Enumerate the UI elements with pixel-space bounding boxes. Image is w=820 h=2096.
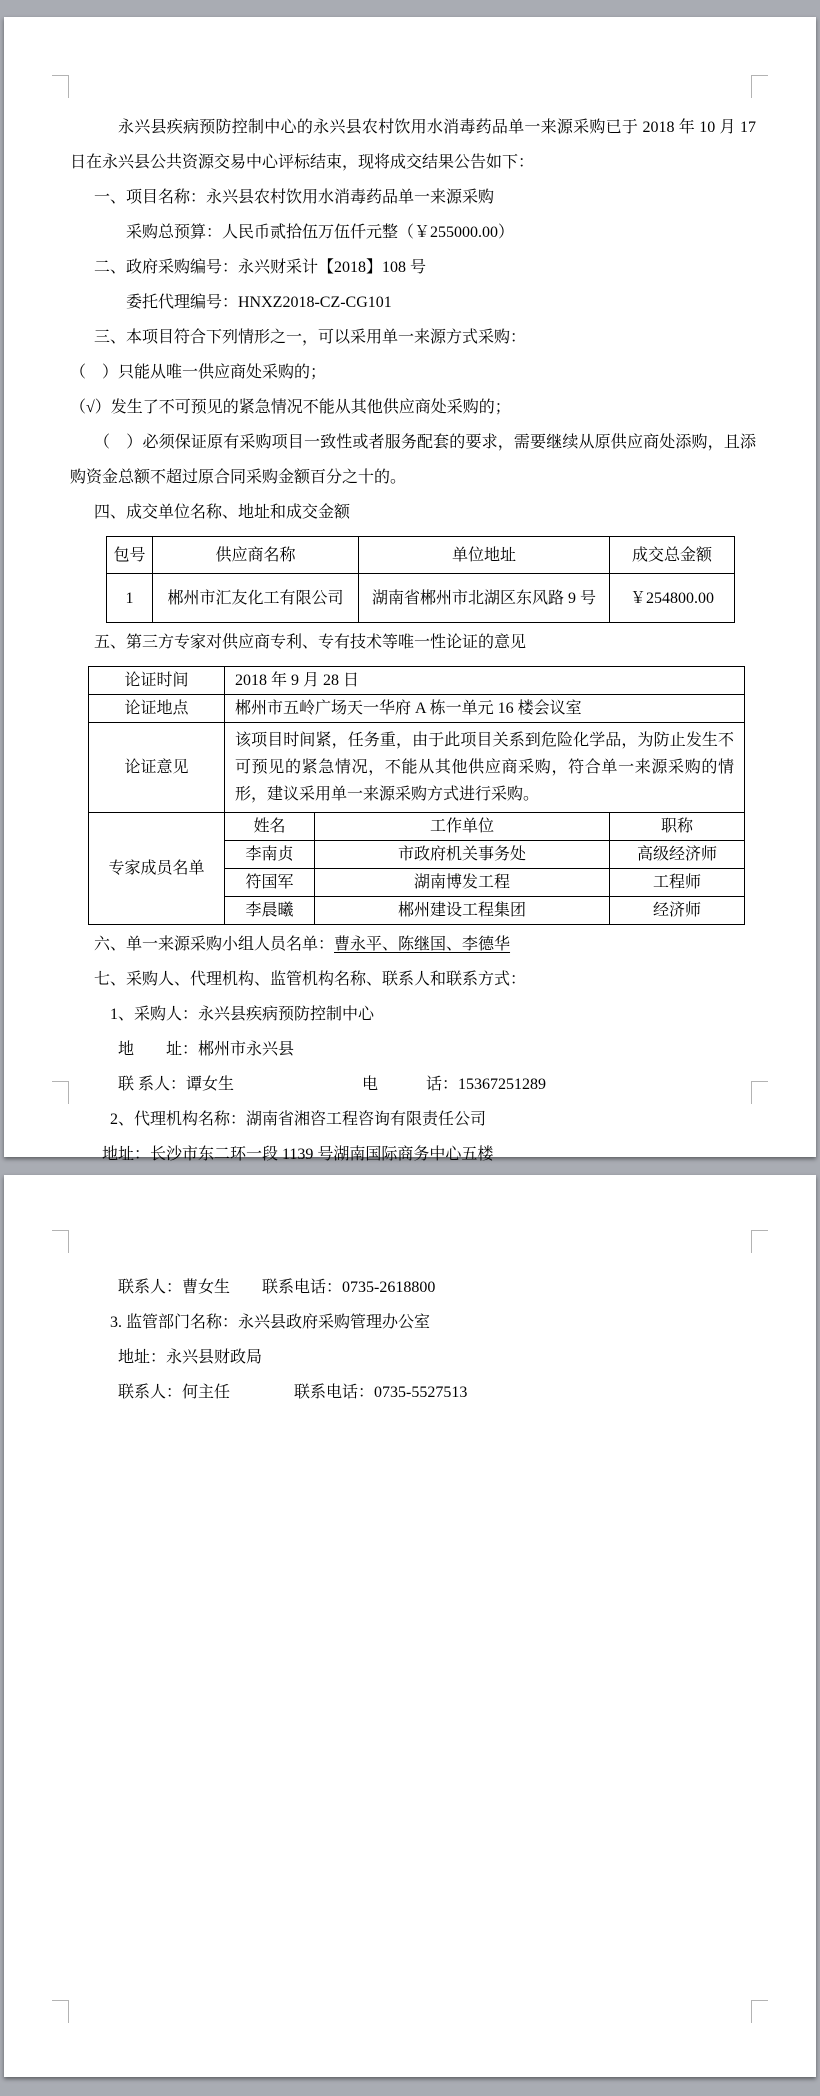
page-1 xyxy=(4,17,816,1163)
expert-subheader-name: 姓名 xyxy=(225,813,315,841)
intro-paragraph: 永兴县疾病预防控制中心的永兴县农村饮用水消毒药品单一来源采购已于 2018 年 10 月 17 日在永兴县公共资源交易中心评标结束，现将成交结果公告如下： xyxy=(70,119,756,171)
team-names-underlined: 曹永平、陈继国、李德华 xyxy=(334,936,511,953)
expert-time-label: 论证时间 xyxy=(89,667,225,695)
condition-option-1: （ ）只能从唯一供应商处采购的； xyxy=(70,364,327,381)
expert-subheader-title: 职称 xyxy=(610,813,745,841)
expert-time-value: 2018 年 9 月 28 日 xyxy=(225,667,745,695)
buyer-address-line: 地 址：郴州市永兴县 xyxy=(118,1041,295,1058)
crop-mark-top-right xyxy=(751,1230,768,1253)
expert-place-row xyxy=(89,695,745,723)
condition-option-3: （ ）必须保证原有采购项目一致性或者服务配套的要求，需要继续从原供应商处添购，且添购资金总额不超过原合同采购金额百分之十的。 xyxy=(70,434,756,486)
team-line xyxy=(70,927,756,962)
agent-name-line: 2、代理机构名称：湖南省湘咨工程咨询有限责任公司 xyxy=(110,1111,487,1128)
expert-opinion-row xyxy=(89,723,745,813)
condition-heading: 三、本项目符合下列情形之一，可以采用单一来源方式采购： xyxy=(94,329,527,346)
award-header-address: 单位地址 xyxy=(359,537,610,574)
award-header-amount: 成交总金额 xyxy=(610,537,735,574)
expert-opinion-value: 该项目时间紧，任务重，由于此项目关系到危险化学品，为防止发生不可预见的紧急情况，不能从其他供应商采购，符合单一来源采购的情形，建议采用单一来源采购方式进行采购。 xyxy=(225,723,745,813)
procurement-number-line: 二、政府采购编号：永兴财采计【2018】108 号 xyxy=(94,259,427,276)
project-name-line: 一、项目名称：永兴县农村饮用水消毒药品单一来源采购 xyxy=(94,189,495,206)
award-header-package: 包号 xyxy=(107,537,153,574)
award-cell-address: 湖南省郴州市北湖区东风路 9 号 xyxy=(359,574,610,623)
expert-opinion-label: 论证意见 xyxy=(89,723,225,813)
agency-number-line: 委托代理编号：HNXZ2018-CZ-CG101 xyxy=(126,294,392,311)
expert-2-org: 湖南博发工程 xyxy=(315,869,610,897)
award-cell-supplier: 郴州市汇友化工有限公司 xyxy=(153,574,359,623)
crop-mark-top-left xyxy=(52,75,69,98)
page-1-content xyxy=(70,110,756,1172)
crop-mark-top-left xyxy=(52,1230,69,1253)
award-heading: 四、成交单位名称、地址和成交金额 xyxy=(94,504,351,521)
agent-contact-line: 联系人：曹女生 联系电话：0735-2618800 xyxy=(118,1279,436,1296)
award-header-supplier: 供应商名称 xyxy=(153,537,359,574)
buyer-contact-line: 联 系人：谭女生 电 话：15367251289 xyxy=(118,1076,547,1093)
crop-mark-bottom-left xyxy=(52,2000,69,2023)
contacts-heading: 七、采购人、代理机构、监管机构名称、联系人和联系方式： xyxy=(94,971,527,988)
expert-time-row xyxy=(89,667,745,695)
expert-place-value: 郴州市五岭广场天一华府 A 栋一单元 16 楼会议室 xyxy=(225,695,745,723)
expert-3-name: 李晨曦 xyxy=(225,897,315,925)
page-2-content xyxy=(70,1270,756,1410)
supervisor-contact-line: 联系人：何主任 联系电话：0735-5527513 xyxy=(118,1384,468,1401)
expert-2-title: 工程师 xyxy=(610,869,745,897)
expert-opinion-heading: 五、第三方专家对供应商专利、专有技术等唯一性论证的意见 xyxy=(94,634,527,651)
crop-mark-top-right xyxy=(751,75,768,98)
agent-address-line: 地址：长沙市东二环一段 1139 号湖南国际商务中心五楼 xyxy=(102,1146,494,1163)
expert-members-header-row xyxy=(89,813,745,841)
expert-members-label: 专家成员名单 xyxy=(89,813,225,925)
expert-1-name: 李南贞 xyxy=(225,841,315,869)
expert-2-name: 符国军 xyxy=(225,869,315,897)
award-cell-package: 1 xyxy=(107,574,153,623)
expert-1-org: 市政府机关事务处 xyxy=(315,841,610,869)
expert-3-org: 郴州建设工程集团 xyxy=(315,897,610,925)
budget-line: 采购总预算：人民币贰拾伍万伍仟元整（￥255000.00） xyxy=(126,224,515,241)
page-2 xyxy=(4,1175,816,2077)
team-line-prefix: 六、单一来源采购小组人员名单： xyxy=(94,936,335,953)
expert-table xyxy=(88,666,745,925)
expert-subheader-org: 工作单位 xyxy=(315,813,610,841)
expert-3-title: 经济师 xyxy=(610,897,745,925)
crop-mark-bottom-left xyxy=(52,1081,69,1104)
award-table-row xyxy=(107,574,735,623)
supervisor-address-line: 地址：永兴县财政局 xyxy=(118,1349,263,1366)
award-cell-amount: ￥254800.00 xyxy=(610,574,735,623)
buyer-name-line: 1、采购人：永兴县疾病预防控制中心 xyxy=(110,1006,375,1023)
supervisor-name-line: 3. 监管部门名称：永兴县政府采购管理办公室 xyxy=(110,1314,431,1331)
award-table-header-row xyxy=(107,537,735,574)
condition-option-2: （√）发生了不可预见的紧急情况不能从其他供应商处采购的； xyxy=(70,399,511,416)
expert-1-title: 高级经济师 xyxy=(610,841,745,869)
expert-place-label: 论证地点 xyxy=(89,695,225,723)
crop-mark-bottom-right xyxy=(751,2000,768,2023)
award-table xyxy=(106,536,735,623)
